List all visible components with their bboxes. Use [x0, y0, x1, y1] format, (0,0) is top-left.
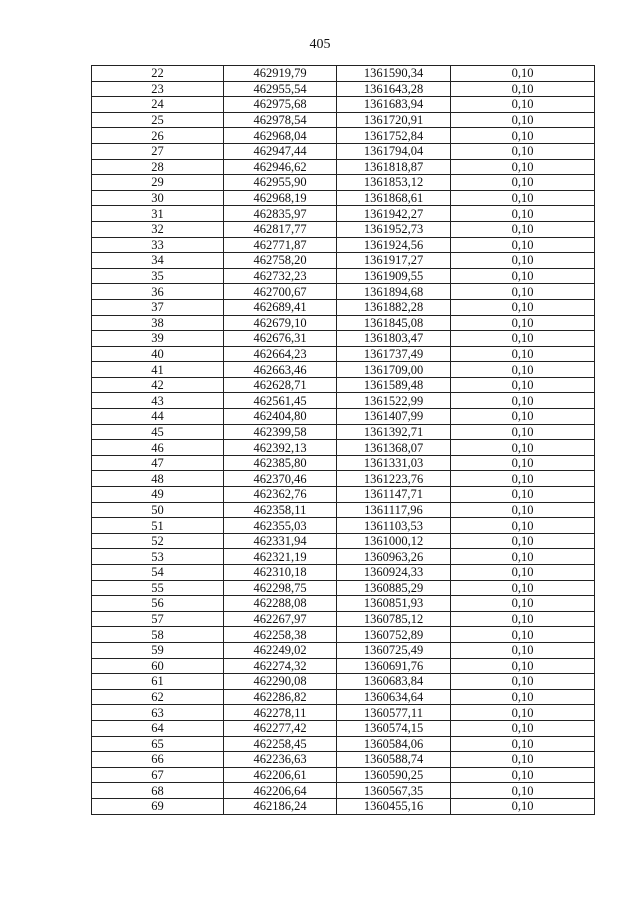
tolerance-cell: 0,10 [451, 518, 595, 534]
point-number-cell: 55 [92, 580, 224, 596]
y-coordinate-cell: 1360584,06 [337, 736, 451, 752]
tolerance-cell: 0,10 [451, 409, 595, 425]
x-coordinate-cell: 462771,87 [224, 237, 337, 253]
x-coordinate-cell: 462286,82 [224, 689, 337, 705]
table-row [92, 580, 595, 596]
y-coordinate-cell: 1361752,84 [337, 128, 451, 144]
y-coordinate-cell: 1361103,53 [337, 518, 451, 534]
y-coordinate-cell: 1361147,71 [337, 487, 451, 503]
table-row [92, 362, 595, 378]
table-row [92, 533, 595, 549]
point-number-cell: 39 [92, 331, 224, 347]
tolerance-cell: 0,10 [451, 175, 595, 191]
point-number-cell: 22 [92, 66, 224, 82]
table-row [92, 487, 595, 503]
x-coordinate-cell: 462331,94 [224, 533, 337, 549]
point-number-cell: 41 [92, 362, 224, 378]
x-coordinate-cell: 462392,13 [224, 440, 337, 456]
y-coordinate-cell: 1360577,11 [337, 705, 451, 721]
y-coordinate-cell: 1360588,74 [337, 752, 451, 768]
point-number-cell: 52 [92, 533, 224, 549]
x-coordinate-cell: 462968,04 [224, 128, 337, 144]
table-row [92, 190, 595, 206]
point-number-cell: 30 [92, 190, 224, 206]
table-row [92, 143, 595, 159]
table-row [92, 377, 595, 393]
table-row [92, 471, 595, 487]
y-coordinate-cell: 1360590,25 [337, 767, 451, 783]
x-coordinate-cell: 462955,90 [224, 175, 337, 191]
x-coordinate-cell: 462663,46 [224, 362, 337, 378]
x-coordinate-cell: 462186,24 [224, 798, 337, 814]
y-coordinate-cell: 1361117,96 [337, 502, 451, 518]
point-number-cell: 67 [92, 767, 224, 783]
x-coordinate-cell: 462298,75 [224, 580, 337, 596]
y-coordinate-cell: 1361894,68 [337, 284, 451, 300]
tolerance-cell: 0,10 [451, 580, 595, 596]
point-number-cell: 35 [92, 268, 224, 284]
y-coordinate-cell: 1361917,27 [337, 253, 451, 269]
x-coordinate-cell: 462290,08 [224, 674, 337, 690]
table-row [92, 611, 595, 627]
y-coordinate-cell: 1361590,34 [337, 66, 451, 82]
y-coordinate-cell: 1361909,55 [337, 268, 451, 284]
table-row [92, 97, 595, 113]
y-coordinate-cell: 1361407,99 [337, 409, 451, 425]
tolerance-cell: 0,10 [451, 128, 595, 144]
x-coordinate-cell: 462399,58 [224, 424, 337, 440]
point-number-cell: 38 [92, 315, 224, 331]
point-number-cell: 49 [92, 487, 224, 503]
x-coordinate-cell: 462404,80 [224, 409, 337, 425]
x-coordinate-cell: 462277,42 [224, 720, 337, 736]
tolerance-cell: 0,10 [451, 596, 595, 612]
y-coordinate-cell: 1360752,89 [337, 627, 451, 643]
tolerance-cell: 0,10 [451, 393, 595, 409]
x-coordinate-cell: 462321,19 [224, 549, 337, 565]
point-number-cell: 25 [92, 112, 224, 128]
point-number-cell: 24 [92, 97, 224, 113]
x-coordinate-cell: 462310,18 [224, 565, 337, 581]
x-coordinate-cell: 462955,54 [224, 81, 337, 97]
y-coordinate-cell: 1361643,28 [337, 81, 451, 97]
point-number-cell: 23 [92, 81, 224, 97]
table-row [92, 299, 595, 315]
y-coordinate-cell: 1361794,04 [337, 143, 451, 159]
y-coordinate-cell: 1360634,64 [337, 689, 451, 705]
tolerance-cell: 0,10 [451, 549, 595, 565]
y-coordinate-cell: 1361952,73 [337, 221, 451, 237]
x-coordinate-cell: 462370,46 [224, 471, 337, 487]
tolerance-cell: 0,10 [451, 440, 595, 456]
table-row [92, 409, 595, 425]
y-coordinate-cell: 1361853,12 [337, 175, 451, 191]
table-row [92, 752, 595, 768]
point-number-cell: 32 [92, 221, 224, 237]
y-coordinate-cell: 1361589,48 [337, 377, 451, 393]
table-row [92, 331, 595, 347]
x-coordinate-cell: 462732,23 [224, 268, 337, 284]
tolerance-cell: 0,10 [451, 237, 595, 253]
y-coordinate-cell: 1360963,26 [337, 549, 451, 565]
y-coordinate-cell: 1361522,99 [337, 393, 451, 409]
x-coordinate-cell: 462358,11 [224, 502, 337, 518]
tolerance-cell: 0,10 [451, 66, 595, 82]
tolerance-cell: 0,10 [451, 533, 595, 549]
y-coordinate-cell: 1361882,28 [337, 299, 451, 315]
tolerance-cell: 0,10 [451, 627, 595, 643]
x-coordinate-cell: 462978,54 [224, 112, 337, 128]
point-number-cell: 26 [92, 128, 224, 144]
tolerance-cell: 0,10 [451, 253, 595, 269]
x-coordinate-cell: 462835,97 [224, 206, 337, 222]
y-coordinate-cell: 1360851,93 [337, 596, 451, 612]
table-row [92, 206, 595, 222]
y-coordinate-cell: 1360567,35 [337, 783, 451, 799]
x-coordinate-cell: 462689,41 [224, 299, 337, 315]
page-number: 405 [309, 37, 331, 52]
y-coordinate-cell: 1361845,08 [337, 315, 451, 331]
y-coordinate-cell: 1361392,71 [337, 424, 451, 440]
table-row [92, 315, 595, 331]
coordinates-table [91, 65, 595, 815]
point-number-cell: 42 [92, 377, 224, 393]
table-row [92, 440, 595, 456]
tolerance-cell: 0,10 [451, 159, 595, 175]
table-row [92, 66, 595, 82]
point-number-cell: 47 [92, 455, 224, 471]
y-coordinate-cell: 1360785,12 [337, 611, 451, 627]
point-number-cell: 59 [92, 642, 224, 658]
point-number-cell: 29 [92, 175, 224, 191]
x-coordinate-cell: 462274,32 [224, 658, 337, 674]
table-row [92, 689, 595, 705]
tolerance-cell: 0,10 [451, 658, 595, 674]
table-row [92, 128, 595, 144]
point-number-cell: 69 [92, 798, 224, 814]
table-row [92, 393, 595, 409]
tolerance-cell: 0,10 [451, 315, 595, 331]
table-row [92, 736, 595, 752]
x-coordinate-cell: 462968,19 [224, 190, 337, 206]
y-coordinate-cell: 1361709,00 [337, 362, 451, 378]
x-coordinate-cell: 462236,63 [224, 752, 337, 768]
table-row [92, 221, 595, 237]
tolerance-cell: 0,10 [451, 752, 595, 768]
tolerance-cell: 0,10 [451, 689, 595, 705]
tolerance-cell: 0,10 [451, 112, 595, 128]
tolerance-cell: 0,10 [451, 642, 595, 658]
tolerance-cell: 0,10 [451, 471, 595, 487]
x-coordinate-cell: 462946,62 [224, 159, 337, 175]
table-row [92, 112, 595, 128]
point-number-cell: 44 [92, 409, 224, 425]
table-row [92, 455, 595, 471]
tolerance-cell: 0,10 [451, 783, 595, 799]
tolerance-cell: 0,10 [451, 206, 595, 222]
x-coordinate-cell: 462362,76 [224, 487, 337, 503]
point-number-cell: 54 [92, 565, 224, 581]
table-row [92, 284, 595, 300]
tolerance-cell: 0,10 [451, 424, 595, 440]
table-row [92, 518, 595, 534]
x-coordinate-cell: 462385,80 [224, 455, 337, 471]
x-coordinate-cell: 462700,67 [224, 284, 337, 300]
y-coordinate-cell: 1361368,07 [337, 440, 451, 456]
tolerance-cell: 0,10 [451, 284, 595, 300]
y-coordinate-cell: 1360455,16 [337, 798, 451, 814]
point-number-cell: 37 [92, 299, 224, 315]
tolerance-cell: 0,10 [451, 346, 595, 362]
table-row [92, 502, 595, 518]
x-coordinate-cell: 462817,77 [224, 221, 337, 237]
x-coordinate-cell: 462267,97 [224, 611, 337, 627]
point-number-cell: 28 [92, 159, 224, 175]
point-number-cell: 45 [92, 424, 224, 440]
tolerance-cell: 0,10 [451, 502, 595, 518]
x-coordinate-cell: 462919,79 [224, 66, 337, 82]
y-coordinate-cell: 1360924,33 [337, 565, 451, 581]
x-coordinate-cell: 462664,23 [224, 346, 337, 362]
table-row [92, 798, 595, 814]
y-coordinate-cell: 1361000,12 [337, 533, 451, 549]
point-number-cell: 36 [92, 284, 224, 300]
tolerance-cell: 0,10 [451, 143, 595, 159]
tolerance-cell: 0,10 [451, 299, 595, 315]
tolerance-cell: 0,10 [451, 487, 595, 503]
table-row [92, 253, 595, 269]
x-coordinate-cell: 462258,38 [224, 627, 337, 643]
tolerance-cell: 0,10 [451, 720, 595, 736]
table-row [92, 596, 595, 612]
y-coordinate-cell: 1361803,47 [337, 331, 451, 347]
tolerance-cell: 0,10 [451, 736, 595, 752]
x-coordinate-cell: 462679,10 [224, 315, 337, 331]
tolerance-cell: 0,10 [451, 362, 595, 378]
table-row [92, 81, 595, 97]
coordinates-table-body [92, 66, 595, 815]
y-coordinate-cell: 1361924,56 [337, 237, 451, 253]
y-coordinate-cell: 1360691,76 [337, 658, 451, 674]
table-row [92, 642, 595, 658]
x-coordinate-cell: 462628,71 [224, 377, 337, 393]
tolerance-cell: 0,10 [451, 767, 595, 783]
point-number-cell: 66 [92, 752, 224, 768]
point-number-cell: 63 [92, 705, 224, 721]
tolerance-cell: 0,10 [451, 97, 595, 113]
point-number-cell: 53 [92, 549, 224, 565]
y-coordinate-cell: 1361942,27 [337, 206, 451, 222]
y-coordinate-cell: 1360574,15 [337, 720, 451, 736]
table-row [92, 175, 595, 191]
table-row [92, 268, 595, 284]
tolerance-cell: 0,10 [451, 221, 595, 237]
tolerance-cell: 0,10 [451, 190, 595, 206]
tolerance-cell: 0,10 [451, 455, 595, 471]
table-row [92, 627, 595, 643]
tolerance-cell: 0,10 [451, 798, 595, 814]
tolerance-cell: 0,10 [451, 268, 595, 284]
table-row [92, 674, 595, 690]
x-coordinate-cell: 462355,03 [224, 518, 337, 534]
y-coordinate-cell: 1361737,49 [337, 346, 451, 362]
tolerance-cell: 0,10 [451, 331, 595, 347]
x-coordinate-cell: 462561,45 [224, 393, 337, 409]
point-number-cell: 57 [92, 611, 224, 627]
table-row [92, 720, 595, 736]
point-number-cell: 33 [92, 237, 224, 253]
point-number-cell: 50 [92, 502, 224, 518]
table-row [92, 424, 595, 440]
point-number-cell: 46 [92, 440, 224, 456]
point-number-cell: 51 [92, 518, 224, 534]
y-coordinate-cell: 1360725,49 [337, 642, 451, 658]
point-number-cell: 65 [92, 736, 224, 752]
point-number-cell: 43 [92, 393, 224, 409]
y-coordinate-cell: 1361683,94 [337, 97, 451, 113]
tolerance-cell: 0,10 [451, 81, 595, 97]
table-row [92, 705, 595, 721]
point-number-cell: 31 [92, 206, 224, 222]
y-coordinate-cell: 1361868,61 [337, 190, 451, 206]
point-number-cell: 27 [92, 143, 224, 159]
y-coordinate-cell: 1361331,03 [337, 455, 451, 471]
table-row [92, 159, 595, 175]
x-coordinate-cell: 462288,08 [224, 596, 337, 612]
y-coordinate-cell: 1360885,29 [337, 580, 451, 596]
table-row [92, 783, 595, 799]
tolerance-cell: 0,10 [451, 674, 595, 690]
point-number-cell: 56 [92, 596, 224, 612]
table-row [92, 346, 595, 362]
x-coordinate-cell: 462758,20 [224, 253, 337, 269]
table-row [92, 658, 595, 674]
point-number-cell: 40 [92, 346, 224, 362]
x-coordinate-cell: 462258,45 [224, 736, 337, 752]
x-coordinate-cell: 462975,68 [224, 97, 337, 113]
point-number-cell: 64 [92, 720, 224, 736]
point-number-cell: 48 [92, 471, 224, 487]
tolerance-cell: 0,10 [451, 377, 595, 393]
tolerance-cell: 0,10 [451, 565, 595, 581]
x-coordinate-cell: 462206,61 [224, 767, 337, 783]
table-row [92, 237, 595, 253]
table-row [92, 565, 595, 581]
y-coordinate-cell: 1361223,76 [337, 471, 451, 487]
table-row [92, 767, 595, 783]
tolerance-cell: 0,10 [451, 611, 595, 627]
point-number-cell: 68 [92, 783, 224, 799]
tolerance-cell: 0,10 [451, 705, 595, 721]
point-number-cell: 60 [92, 658, 224, 674]
x-coordinate-cell: 462249,02 [224, 642, 337, 658]
point-number-cell: 61 [92, 674, 224, 690]
x-coordinate-cell: 462278,11 [224, 705, 337, 721]
point-number-cell: 58 [92, 627, 224, 643]
y-coordinate-cell: 1361818,87 [337, 159, 451, 175]
x-coordinate-cell: 462676,31 [224, 331, 337, 347]
y-coordinate-cell: 1361720,91 [337, 112, 451, 128]
table-row [92, 549, 595, 565]
x-coordinate-cell: 462206,64 [224, 783, 337, 799]
point-number-cell: 34 [92, 253, 224, 269]
point-number-cell: 62 [92, 689, 224, 705]
y-coordinate-cell: 1360683,84 [337, 674, 451, 690]
x-coordinate-cell: 462947,44 [224, 143, 337, 159]
